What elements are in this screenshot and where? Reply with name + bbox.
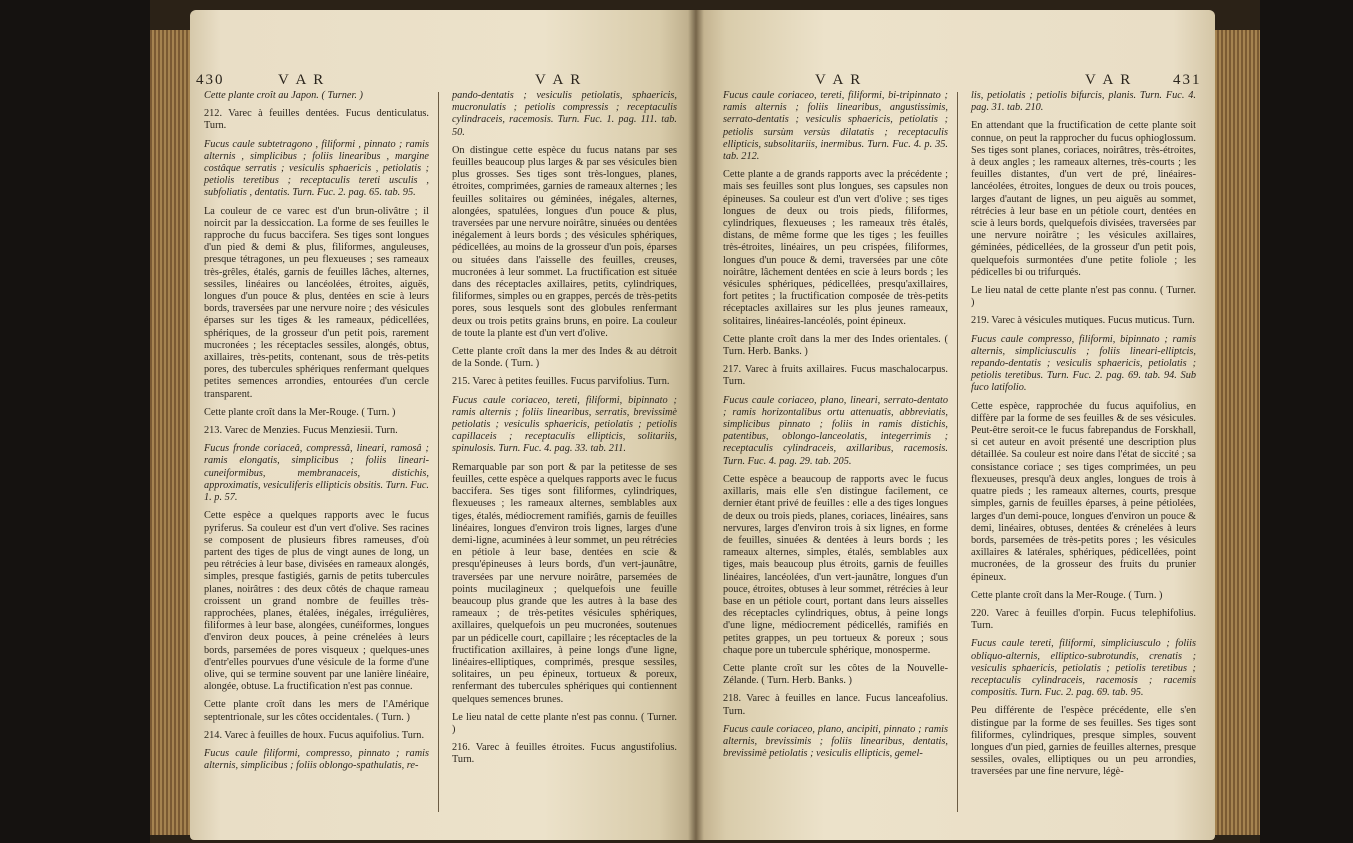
column-rule bbox=[438, 92, 439, 812]
running-head: V A R bbox=[1085, 72, 1133, 88]
paragraph: Cette espèce a quelques rapports avec le fucus pyriferus. Sa couleur est d'un vert d'olive. Ses racines se composent de plusieurs fibres rameuses, d'où partent des tiges de plus de vingt aunes de long, un peu rétrécies à leur base, divisées en rameaux alongés, simples, presque fastigiés, garnis de petits tubercules planes, noirâtres : des deux côtés de chaque rameau croissent un grand nombre de feuilles très-rapprochées, planes, étalées, inégales, irrégulières, filiformes à leur base, alongées, cunéiformes, longues d'environ deux pouces, à peine crénelées à leurs bords, parsemées de pores visqueux ; quelques-unes d'entr'elles pourvues d'une vésicule de la forme d'une olive, qui se termine souvent par une lanière linéaire, alongée, obtuse. La fructification n'est pas connue. bbox=[204, 510, 429, 693]
running-head: V A R bbox=[278, 72, 326, 88]
paragraph: La couleur de ce varec est d'un brun-olivâtre ; il noircit par la dessiccation. La forme de ses feuilles le rapproche du fucus baccifera. Ses tiges sont longues d'un pied & demi & plus, filiformes, anguleuses, presque tétragones, un peu flexueuses ; ses rameaux très-grêles, étalés, garnis de feuilles lâches, alternes, sessiles, linéaires ou lancéolées, étroites, aiguës, longues d'un pouce & plus, dentées en scie à leurs bords, traversées par une nervure noire ; des vésicules éparses sur les tiges & les rameaux, pédicellées, sphériques, de la grosseur d'un petit pois, rarement mucronées ; les réceptacles sessiles, alongés, obtus, axillaires, très-petits, contenant, sous de très-petits pores, des tubercules sphériques renfermant quelques petites semences arrondies, entourées d'un cercle transparent. bbox=[204, 205, 429, 400]
latin-description: Fucus caule coriaceo, plano, ancipiti, pinnato ; ramis alternis, brevissimis ; foliis linearibus, dentatis, brevissimè petiolatis ; vesiculis ellipticis, gemel- bbox=[723, 723, 948, 760]
paragraph: Cette plante croît au Japon. ( Turner. ) bbox=[204, 90, 363, 101]
paragraph: On distingue cette espèce du fucus natans par ses feuilles beaucoup plus larges & par ses vésicules bien plus grosses. Ses tiges sont très-longues, planes, étroites, comprimées, garnies de rameaux alternes ; les feuilles solitaires ou géminées, inégales, alternes, alongées, spatulées, longues d'un pouce & plus, traversées par une nervure noirâtre, sinuées ou dentées inégalement à leurs bords ; des vésicules sphériques, pédicellées, au moins de la grosseur d'un pois, éparses ou situées dans l'aisselle des feuilles, creuses, mucronées à leur sommet. La fructification est située dans des réceptacles axillaires, petits, cylindriques, filiformes, simples ou en grappes, percés de très-petits pores, sous lesquels sont des globules renfermant deux ou trois petits grains bruns, en poire. La couleur de toute la plante est d'un vert d'olive. bbox=[452, 144, 678, 339]
paragraph: Le lieu natal de cette plante n'est pas connu. ( Turner. ) bbox=[971, 285, 1196, 309]
latin-description: Fucus caule filiformi, compresso, pinnato ; ramis alternis, simplicibus ; foliis oblongo-spathulatis, re- bbox=[204, 747, 429, 772]
paragraph: Cette plante croît dans la Mer-Rouge. ( Turn. ) bbox=[204, 406, 396, 418]
right-page bbox=[695, 10, 1215, 840]
paragraph: Le lieu natal de cette plante n'est pas connu. ( Turner. ) bbox=[452, 711, 677, 735]
left-page-edges bbox=[150, 30, 190, 835]
paragraph: Cette plante croît dans les mers de l'Amérique septentrionale, sur les côtes occidentales. ( Turn. ) bbox=[204, 699, 429, 723]
paragraph: Remarquable par son port & par la petitesse de ses feuilles, cette espèce a quelques rapports avec le fucus baccifera. Ses tiges sont filiformes, cylindriques, flexueuses ; les rameaux alternes, semblables aux tiges, étalés, médiocrement ramifiés, garnis de feuilles linéaires, longues d'environ trois lignes, larges d'une demi-ligne, acuminées à leur sommet, un peu rétrécies en pétiole à leur base, dentées en scie & presqu'épineuses à leurs bords, d'un vert-jaunâtre, traversées par une nervure noirâtre, parsemées de points mucilagineux ; quelquefois une feuille beaucoup plus grande que les autres à la base des rameaux ; de très-petites vésicules sphériques, axillaires, quelquefois un peu mucronées, soutenues par un pédicelle court, capillaire ; les réceptacles de la fructification axillaires, à peine longs d'une ligne, linéaires-elliptiques, comprimés, presque sessiles, solitaires, un peu épineux, tortueux & poreux, renfermant des tubercules sphériques qui contiennent quelques semences brunes. bbox=[452, 461, 677, 705]
text-column-2 bbox=[452, 90, 677, 773]
paragraph: Cette espèce a beaucoup de rapports avec le fucus axillaris, mais elle s'en distingue facilement, ce dernier étant privé de feuilles : elle a des tiges longues de deux ou trois pieds, planes, coriaces, linéaires, sans nervures, larges d'environ trois à six lignes, en forme de feuilles, sinuées & dentées à leurs bords ; les rameaux alternes, simples, étalés, semblables aux tiges, mais beaucoup plus étroits, garnis de feuilles linéaires, lancéolées, d'un vert-jaunâtre, longues d'un pouce, étroites, obtuses à leur sommet, rétrécies à leur base en un pétiole court, portant dans leurs aisselles des réceptacles cylindriques, obtus, à peine longs d'une ligne, médiocrement pédicellés, ramifiés en petites grappes, un peu tortueux & poreux ; sous chaque pore un tubercule sphérique, monosperme. bbox=[723, 473, 948, 656]
page-number: 430 bbox=[196, 72, 225, 88]
running-head: V A R bbox=[535, 72, 583, 88]
species-heading: 219. Varec à vésicules mutiques. Fucus muticus. Turn. bbox=[971, 315, 1195, 327]
paragraph: Cette plante croît dans la Mer-Rouge. ( Turn. ) bbox=[971, 589, 1163, 601]
species-heading: 215. Varec à petites feuilles. Fucus parvifolius. Turn. bbox=[452, 376, 670, 388]
latin-description: lis, petiolatis ; petiolis bifurcis, planis. Turn. Fuc. 4. pag. 31. tab. 210. bbox=[971, 90, 1196, 114]
latin-description: Fucus caule coriaceo, tereti, filiformi, bipinnato ; ramis alternis ; foliis linearibus, serratis, brevissimè petiolatis ; vesiculis sphaericis, petiolatis ; petiolis capillaceis ; receptaculis ellipticis, solitariis, spinulosis. Turn. Fuc. 4. pag. 33. tab. 211. bbox=[452, 394, 677, 455]
species-heading: 214. Varec à feuilles de houx. Fucus aquifolius. Turn. bbox=[204, 729, 425, 741]
book-gutter bbox=[688, 10, 704, 840]
species-heading: 220. Varec à feuilles d'orpin. Fucus telephifolius. Turn. bbox=[971, 607, 1196, 632]
running-head: V A R bbox=[815, 72, 863, 88]
text-column-1 bbox=[204, 90, 429, 778]
right-page-edges bbox=[1215, 30, 1260, 835]
text-column-2 bbox=[971, 90, 1196, 785]
latin-description: Fucus caule tereti, filiformi, simpliciusculo ; foliis obliquo-alternis, elliptico-subrotundis, crenatis ; vesiculis sphaericis, petiolatis ; petiolis teretibus ; receptaculis cylindraceis, racemosis ; racemis compositis. Turn. Fuc. 2. pag. 69. tab. 95. bbox=[971, 638, 1196, 699]
species-heading: 216. Varec à feuilles étroites. Fucus angustifolius. Turn. bbox=[452, 742, 677, 766]
paragraph: Peu différente de l'espèce précédente, elle s'en distingue par la forme de ses feuilles. Ses tiges sont filiformes, cylindriques, presque simples, souvent longues d'un pied, garnies de feuilles alternes, presque sessiles, ovales, elliptiques ou un peu arrondies, traversées par une fine nervure, légè- bbox=[971, 705, 1196, 778]
paragraph: Cette plante croît sur les côtes de la Nouvelle-Zélande. ( Turn. Herb. Banks. ) bbox=[723, 662, 948, 687]
paragraph: En attendant que la fructification de cette plante soit connue, on peut la rapprocher du fucus ophioglossum. Ses tiges sont planes, coriaces, noirâtres, très-étroites, à deux angles ; les rameaux alternes, très-courts ; les feuilles distantes, d'un vert de pré, linéaires-lancéolées, étroites, longues de deux ou trois pouces, larges d'autant de lignes, un peu aiguës au sommet, rétrécies à leur base en un pétiole court, dentées en scie à leurs bords, quelquefois divisées, traversées par une nervure noirâtre ; les vésicules axillaires, géminées, pédicellées, de la grosseur d'un petit pois, quelquefois surmontées d'une petite foliole ; les pédicelles bi ou trifurqués. bbox=[971, 120, 1196, 278]
paragraph: Cette plante croît dans la mer des Indes orientales. ( Turn. Herb. Banks. ) bbox=[723, 333, 948, 358]
paragraph: Cette plante croît dans la mer des Indes & au détroit de la Sonde. ( Turn. ) bbox=[452, 346, 677, 370]
species-heading: 213. Varec de Menzies. Fucus Menziesii. Turn. bbox=[204, 425, 398, 437]
left-page bbox=[190, 10, 695, 840]
species-heading: 218. Varec à feuilles en lance. Fucus lanceafolius. Turn. bbox=[723, 693, 948, 717]
latin-description: Fucus caule coriaceo, plano, lineari, serrato-dentato ; ramis horizontalibus ortu attenuatis, abbreviatis, simplicibus pinnato ; foliis in ramis distichis, patentibus, oblongo-lanceolatis, integerrimis ; receptaculis cylindraceis, axillaribus, racemosis. Turn. Fuc. 4. pag. 29. tab. 205. bbox=[723, 394, 948, 467]
text-column-1 bbox=[723, 90, 948, 766]
species-heading: 212. Varec à feuilles dentées. Fucus denticulatus. Turn. bbox=[204, 108, 429, 132]
latin-description: Fucus caule compresso, filiformi, bipinnato ; ramis alternis, simpliciusculis ; foliis lineari-elliptcis, repando-dentatis ; vesiculis sphaericis, petiolatis ; petiolis teretibus. Turn. Fuc. 2. pag. 69. tab. 94. Sub fuco latifolio. bbox=[971, 333, 1196, 394]
paragraph: Cette espèce, rapprochée du fucus aquifolius, en diffère par la forme de ses feuilles & de ses vésicules. Peut-être seroit-ce le fucus fabrepandus de Forskhall, si cet auteur en avoit présenté une description plus détaillée. Sa couleur est noire dans l'état de siccité ; sa consistance coriace ; ses tiges comprimées, un peu flexueuses, presqu'à deux angles, longues de trois à quatre pieds ; les rameaux alternes, courts, presque simples, garnis de feuilles éparses, à peine pétiolées, larges d'un demi-pouce, longues d'environ un pouce & demi, linéaires, obtuses, dentées & crénelées à leurs bords, parsemées de très-petits pores ; les vésicules axillaires & latérales, sphériques, pédicellées, point mucronées, de la grosseur des fruits du prunier épineux. bbox=[971, 400, 1196, 583]
page-number: 431 bbox=[1173, 72, 1202, 88]
paragraph: Cette plante a de grands rapports avec la précédente ; mais ses feuilles sont plus longues, ses capsules non épineuses. Sa couleur est d'un vert d'olive ; ses tiges longues de deux ou trois pieds, filiformes, cylindriques, flexueuses ; les rameaux très étalés, distans, de même forme que les tiges ; les feuilles très-étroites, linéaires, un peu crispées, filiformes, longues d'un pouce & demi, traversées par une côte noirâtre, lâchement dentées en scie à leurs bords ; les vésicules sphériques, pédicellées, presqu'axillaires, fort petites ; la fructification composée de très-petits réceptacles axillaires sur les plus jeunes rameaux, solitaires, linéaires-lancéolés, point épineux. bbox=[723, 169, 948, 327]
species-heading: 217. Varec à fruits axillaires. Fucus maschalocarpus. Turn. bbox=[723, 364, 948, 388]
latin-description: Fucus caule coriaceo, tereti, filiformi, bi-tripinnato ; ramis alternis ; foliis linearibus, angustissimis, serrato-dentatis ; vesiculis sphaericis, petiolatis ; petiolis sursùm versùs dilatatis ; receptaculis ellipticis, subsolitariis, inermibus. Turn. Fuc. 4. p. 35. tab. 212. bbox=[723, 90, 948, 163]
latin-description: pando-dentatis ; vesiculis petiolatis, sphaericis, mucronulatis ; petiolis compressis ; receptaculis cylindraceis, racemosis. Turn. Fuc. 1. pag. 111. tab. 50. bbox=[452, 90, 677, 138]
column-rule bbox=[957, 92, 958, 812]
latin-description: Fucus fronde coriaceâ, compressâ, lineari, ramosâ ; ramis elongatis, simplicibus ; foliis lineari-cuneiformibus, membranaceis, distichis, approximatis, vesiculiferis ellipticis obsitis. Turn. Fuc. 1. p. 57. bbox=[204, 443, 429, 504]
latin-description: Fucus caule subtetragono , filiformi , pinnato ; ramis alternis , simplicibus ; foliis linearibus , margine costâque serratis ; vesiculis sphaericis , petiolatis ; petiolis teretibus ; receptaculis tereti usculis , subfoliatis , dentatis. Turn. Fuc. 2. pag. 65. tab. 95. bbox=[204, 138, 429, 199]
